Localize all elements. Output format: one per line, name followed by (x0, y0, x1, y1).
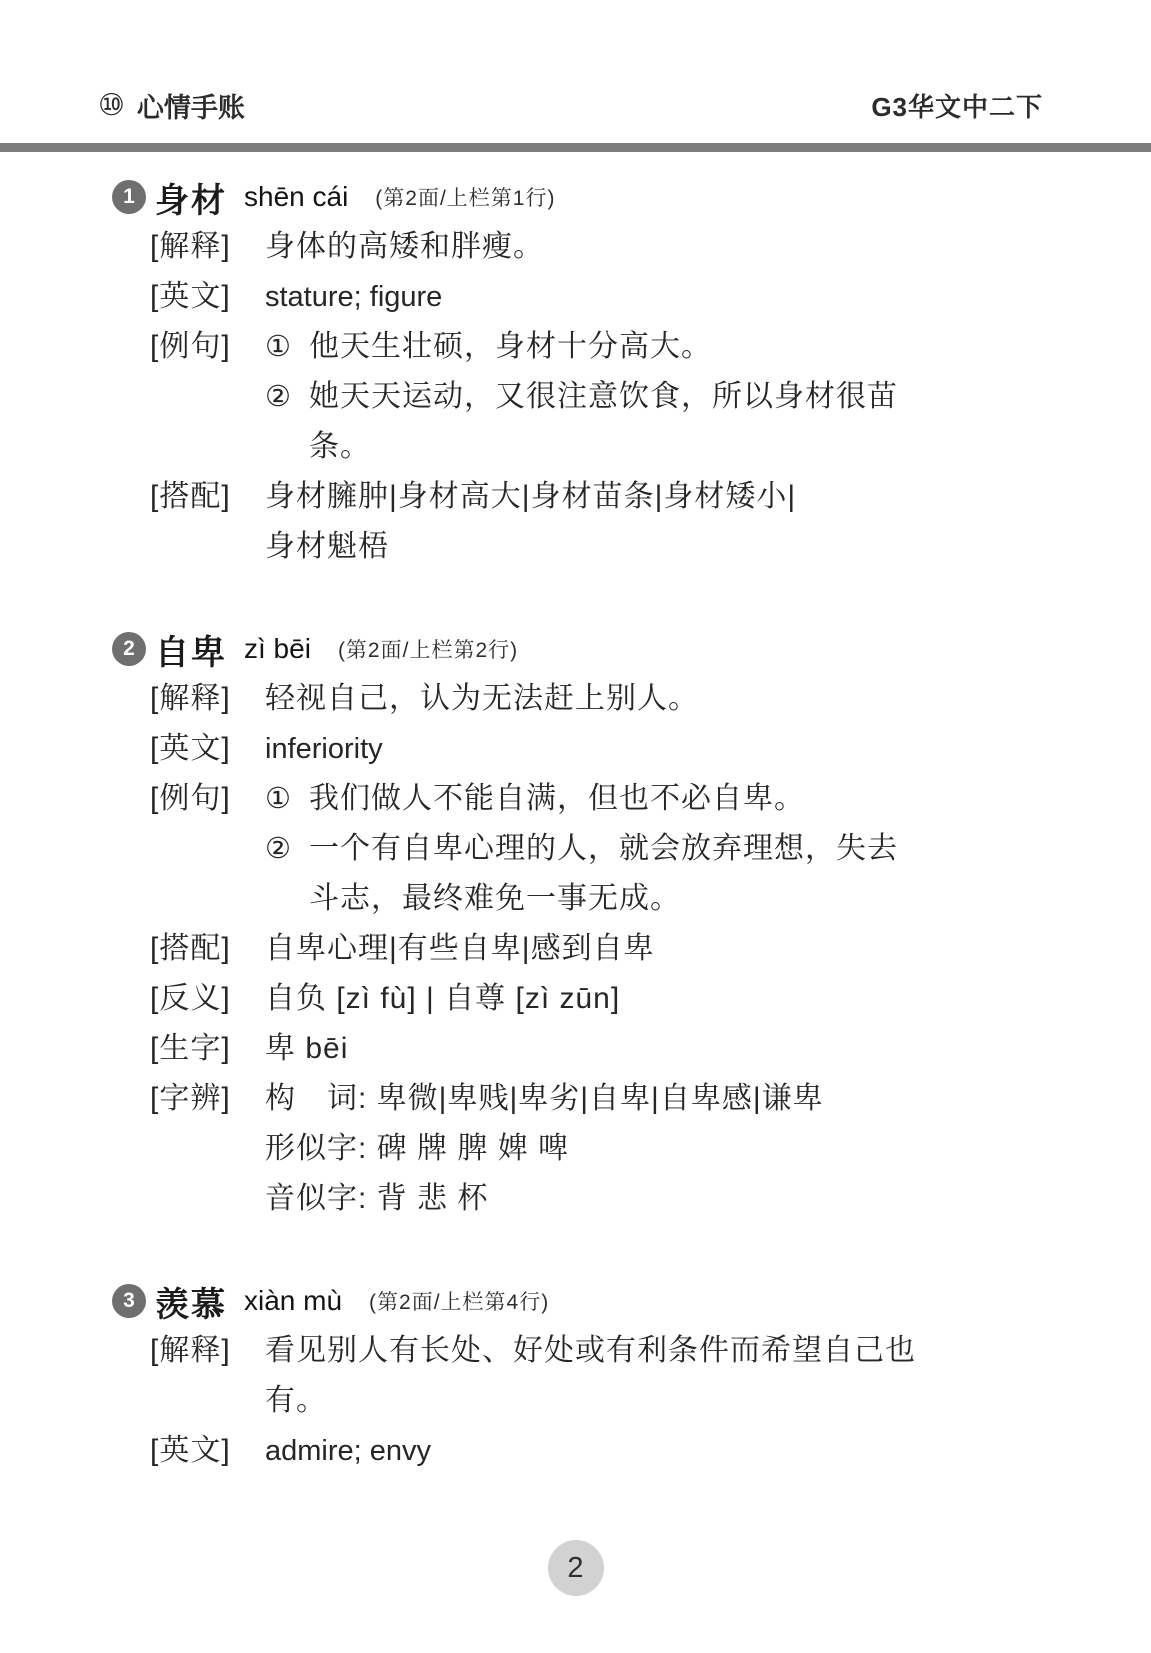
example-marker: ② (265, 381, 292, 413)
example-sentence (265, 824, 898, 924)
row-label: [英文] (150, 732, 231, 765)
example-marker: ① (265, 331, 292, 363)
entry-headword: 自卑 (155, 633, 227, 672)
entry-pinyin: xiàn mù (244, 1285, 343, 1316)
text-line: 一个有自卑心理的人，就会放弃理想，失去 (309, 832, 898, 865)
page-number-badge: 2 (548, 1540, 604, 1596)
entry-row (150, 674, 1055, 724)
entry-row (150, 472, 1055, 572)
entry-headword: 身材 (155, 181, 227, 220)
entry-row (150, 1326, 1055, 1426)
text-line: 自卑心理|有些自卑|感到自卑 (265, 932, 655, 965)
text-line: 轻视自己，认为无法赶上别人。 (265, 682, 699, 715)
row-content (265, 1326, 916, 1426)
row-content (265, 222, 544, 272)
row-label: [例句] (150, 330, 231, 363)
vocab-entry (112, 172, 1055, 572)
text-line: 音似字: 背 悲 杯 (265, 1182, 489, 1215)
example-sentence (265, 774, 898, 824)
row-label: [解释] (150, 682, 231, 715)
row-label: [解释] (150, 230, 231, 263)
entry-number-badge: 1 (112, 180, 146, 214)
row-label: [英文] (150, 1434, 231, 1467)
text-line: 她天天运动，又很注意饮食，所以身材很苗 (309, 380, 898, 413)
text-line: 有。 (265, 1384, 327, 1417)
text-line: 形似字: 碑 牌 脾 婢 啤 (265, 1132, 570, 1165)
entry-row (150, 1426, 1055, 1476)
chapter-title: 心情手账 (136, 93, 245, 123)
entry-rows (150, 222, 1055, 572)
text-line: 身材臃肿|身材高大|身材苗条|身材矮小| (265, 480, 797, 513)
row-label: [搭配] (150, 480, 231, 513)
example-marker: ② (265, 833, 292, 865)
row-label: [英文] (150, 280, 231, 313)
row-label: [解释] (150, 1334, 231, 1367)
text-line: 卑 bēi (265, 1032, 349, 1065)
entry-row (150, 1074, 1055, 1224)
text-line: admire; envy (265, 1435, 432, 1467)
entry-header (112, 624, 1055, 674)
chapter-number-icon: ⑩ (98, 88, 125, 122)
example-lines (309, 372, 898, 472)
row-label: [反义] (150, 982, 231, 1015)
row-content (265, 322, 898, 472)
entry-pinyin: shēn cái (244, 181, 349, 212)
vocab-entry (112, 624, 1055, 1224)
entry-row (150, 774, 1055, 924)
chapter-heading (98, 86, 245, 125)
entry-number-badge: 2 (112, 632, 146, 666)
row-content (265, 924, 655, 974)
entry-rows (150, 674, 1055, 1224)
example-marker: ① (265, 783, 292, 815)
entry-headword: 羡慕 (155, 1285, 227, 1324)
example-sentence (265, 322, 898, 372)
row-content (265, 1426, 431, 1476)
text-line: 他天生壮硕，身材十分高大。 (309, 330, 712, 363)
entry-row (150, 272, 1055, 322)
text-line: 身体的高矮和胖瘦。 (265, 230, 544, 263)
row-label: [生字] (150, 1032, 231, 1065)
row-content (265, 272, 442, 322)
book-title: G3华文中二下 (871, 92, 1043, 122)
example-lines (309, 824, 898, 924)
text-line: 自负 [zì fù] | 自尊 [zì zūn] (265, 982, 621, 1015)
example-lines (309, 322, 712, 372)
vocab-entry (112, 1276, 1055, 1476)
vocabulary-list (112, 154, 1055, 1476)
example-lines (309, 774, 805, 824)
row-content (265, 1074, 824, 1224)
entry-source-ref: (第2面/上栏第2行) (337, 639, 519, 662)
row-content (265, 674, 699, 724)
entry-row (150, 724, 1055, 774)
text-line: 看见别人有长处、好处或有利条件而希望自己也 (265, 1334, 916, 1367)
row-content (265, 724, 383, 774)
row-content (265, 774, 898, 924)
entry-row (150, 322, 1055, 472)
entry-rows (150, 1326, 1055, 1476)
text-line: 条。 (309, 430, 371, 463)
text-line: inferiority (265, 733, 383, 765)
entry-row (150, 924, 1055, 974)
text-line: stature; figure (265, 281, 443, 313)
entry-row (150, 1024, 1055, 1074)
entry-header (112, 172, 1055, 222)
text-line: 身材魁梧 (265, 530, 389, 563)
entry-source-ref: (第2面/上栏第4行) (369, 1291, 550, 1314)
entry-source-ref: (第2面/上栏第1行) (375, 187, 556, 210)
row-content (265, 974, 620, 1024)
example-sentence (265, 372, 898, 472)
entry-row (150, 222, 1055, 272)
header-divider (0, 143, 1151, 152)
entry-pinyin: zì bēi (244, 633, 311, 664)
entry-header (112, 1276, 1055, 1326)
text-line: 斗志，最终难免一事无成。 (309, 882, 681, 915)
entry-number-badge: 3 (112, 1284, 146, 1318)
row-label: [搭配] (150, 932, 231, 965)
row-label: [字辨] (150, 1082, 231, 1115)
row-content (265, 472, 796, 572)
row-content (265, 1024, 348, 1074)
page-header (98, 86, 1043, 125)
text-line: 我们做人不能自满，但也不必自卑。 (309, 782, 805, 815)
text-line: 构 词: 卑微|卑贱|卑劣|自卑|自卑感|谦卑 (265, 1082, 824, 1115)
row-label: [例句] (150, 782, 231, 815)
entry-row (150, 974, 1055, 1024)
